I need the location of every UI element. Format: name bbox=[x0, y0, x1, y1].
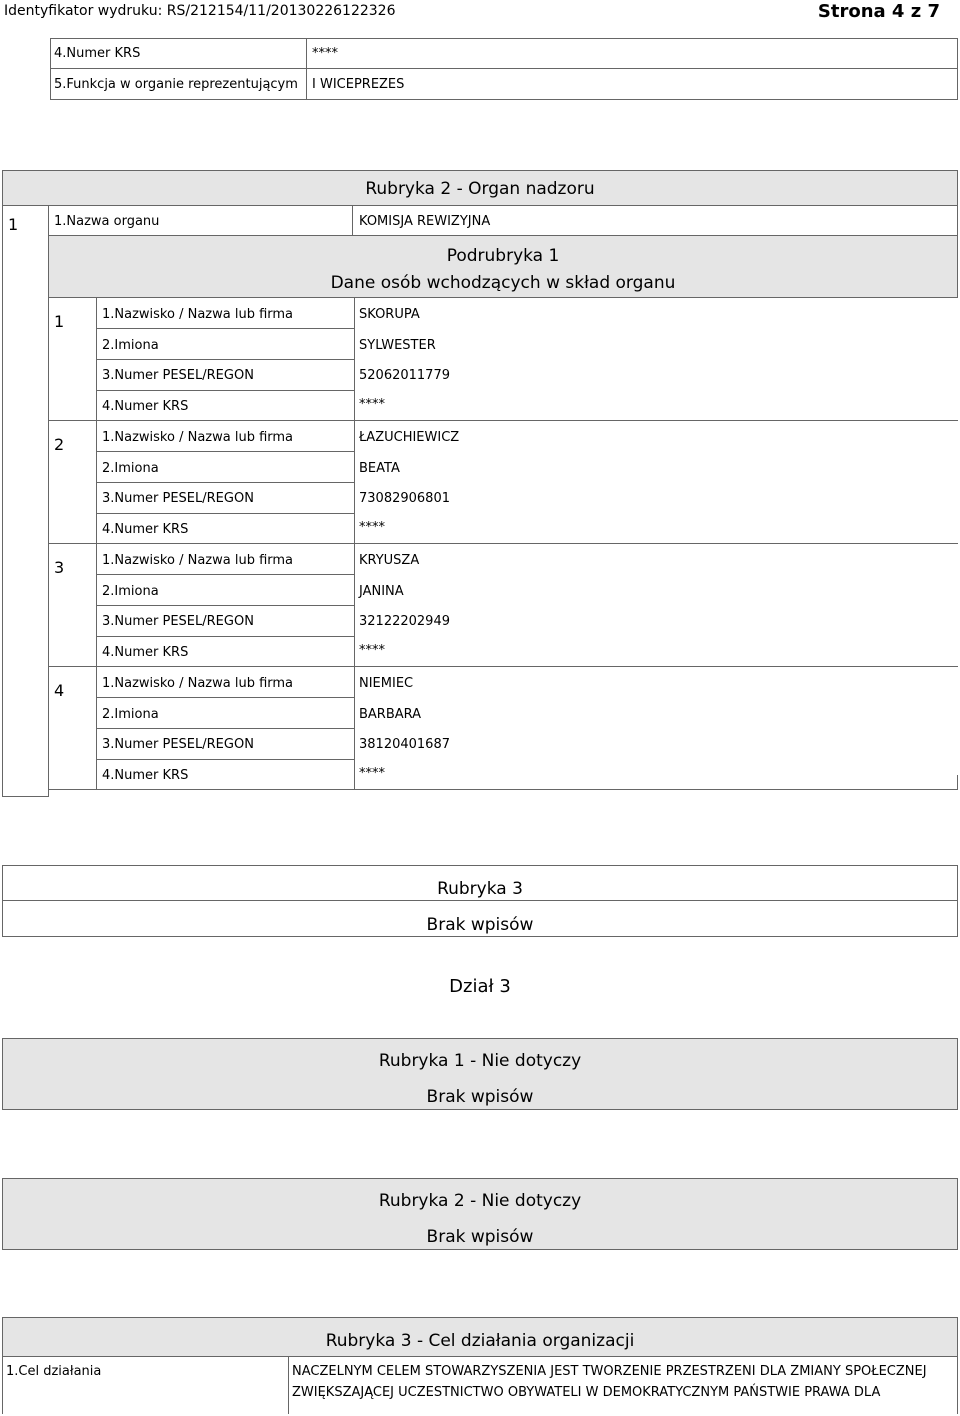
subsection-header bbox=[48, 235, 958, 298]
prev-block bbox=[50, 38, 958, 100]
field-label: 5.Funkcja w organie reprezentującym bbox=[54, 77, 298, 92]
field-label: 4.Numer KRS bbox=[54, 46, 141, 61]
empty-note: Brak wpisów bbox=[426, 1227, 534, 1247]
row-index: 1 bbox=[8, 215, 19, 234]
surname-label: 1.Nazwisko / Nazwa lub firma bbox=[102, 430, 294, 445]
pesel-label: 3.Numer PESEL/REGON bbox=[102, 737, 254, 752]
pesel-label: 3.Numer PESEL/REGON bbox=[102, 491, 254, 506]
section-title: Rubryka 1 - Nie dotyczy bbox=[378, 1051, 582, 1071]
surname-value: NIEMIEC bbox=[359, 676, 414, 691]
surname-label: 1.Nazwisko / Nazwa lub firma bbox=[102, 307, 294, 322]
d3-rubryka1-box bbox=[2, 1038, 958, 1110]
krs-label: 4.Numer KRS bbox=[102, 645, 189, 660]
krs-label: 4.Numer KRS bbox=[102, 399, 189, 414]
pesel-value: 38120401687 bbox=[359, 737, 450, 752]
person-number: 2 bbox=[54, 435, 65, 454]
surname-label: 1.Nazwisko / Nazwa lub firma bbox=[102, 553, 294, 568]
persons-table bbox=[48, 298, 958, 790]
field-value: **** bbox=[312, 46, 338, 61]
print-identifier: Identyfikator wydruku: RS/212154/11/20130226122326 bbox=[4, 3, 396, 19]
d3-rubryka3-header bbox=[2, 1317, 958, 1357]
dzial-title: Dział 3 bbox=[449, 976, 511, 997]
surname-label: 1.Nazwisko / Nazwa lub firma bbox=[102, 676, 294, 691]
empty-note: Brak wpisów bbox=[426, 915, 534, 935]
krs-label: 4.Numer KRS bbox=[102, 768, 189, 783]
empty-note: Brak wpisów bbox=[426, 1087, 534, 1107]
person-number: 3 bbox=[54, 558, 65, 577]
pesel-label: 3.Numer PESEL/REGON bbox=[102, 368, 254, 383]
person-number: 4 bbox=[54, 681, 65, 700]
field-value-line2: ZWIĘKSZAJĄCEJ UCZESTNICTWO OBYWATELI W DEMOKRATYCZNYM PAŃSTWIE PRAWA DLA bbox=[292, 1385, 881, 1400]
page-number: Strona 4 z 7 bbox=[817, 1, 940, 22]
surname-value: SKORUPA bbox=[359, 307, 420, 322]
krs-value: **** bbox=[359, 520, 385, 535]
pesel-value: 52062011779 bbox=[359, 368, 450, 383]
krs-value: **** bbox=[359, 397, 385, 412]
names-value: BEATA bbox=[359, 461, 400, 476]
section-title: Rubryka 3 bbox=[437, 879, 523, 899]
field-value: KOMISJA REWIZYJNA bbox=[359, 214, 491, 229]
pesel-label: 3.Numer PESEL/REGON bbox=[102, 614, 254, 629]
names-value: BARBARA bbox=[359, 707, 422, 722]
section-title: Rubryka 2 - Nie dotyczy bbox=[378, 1191, 582, 1211]
rubryka3-box bbox=[2, 865, 958, 937]
field-label: 1.Cel działania bbox=[6, 1364, 102, 1379]
names-label: 2.Imiona bbox=[102, 584, 159, 599]
d3-rubryka2-box bbox=[2, 1178, 958, 1250]
surname-value: KRYUSZA bbox=[359, 553, 420, 568]
names-label: 2.Imiona bbox=[102, 707, 159, 722]
names-value: JANINA bbox=[359, 584, 404, 599]
names-value: SYLWESTER bbox=[359, 338, 436, 353]
subsection-title: Podrubryka 1 bbox=[446, 246, 560, 266]
surname-value: ŁAZUCHIEWICZ bbox=[359, 430, 460, 445]
field-value-line1: NACZELNYM CELEM STOWARZYSZENIA JEST TWORZENIE PRZESTRZENI DLA ZMIANY SPOŁECZNEJ bbox=[292, 1364, 927, 1379]
krs-label: 4.Numer KRS bbox=[102, 522, 189, 537]
pesel-value: 32122202949 bbox=[359, 614, 450, 629]
pesel-value: 73082906801 bbox=[359, 491, 450, 506]
section-title: Rubryka 2 - Organ nadzoru bbox=[365, 179, 595, 199]
names-label: 2.Imiona bbox=[102, 338, 159, 353]
section-title: Rubryka 3 - Cel działania organizacji bbox=[325, 1331, 635, 1351]
krs-value: **** bbox=[359, 766, 385, 781]
field-label: 1.Nazwa organu bbox=[54, 214, 160, 229]
names-label: 2.Imiona bbox=[102, 461, 159, 476]
krs-value: **** bbox=[359, 643, 385, 658]
field-value: I WICEPREZES bbox=[312, 77, 405, 92]
person-number: 1 bbox=[54, 312, 65, 331]
cel-dzialania-row bbox=[2, 1356, 958, 1414]
section-header bbox=[2, 170, 958, 206]
subsection-subtitle: Dane osób wchodzących w skład organu bbox=[330, 273, 676, 293]
